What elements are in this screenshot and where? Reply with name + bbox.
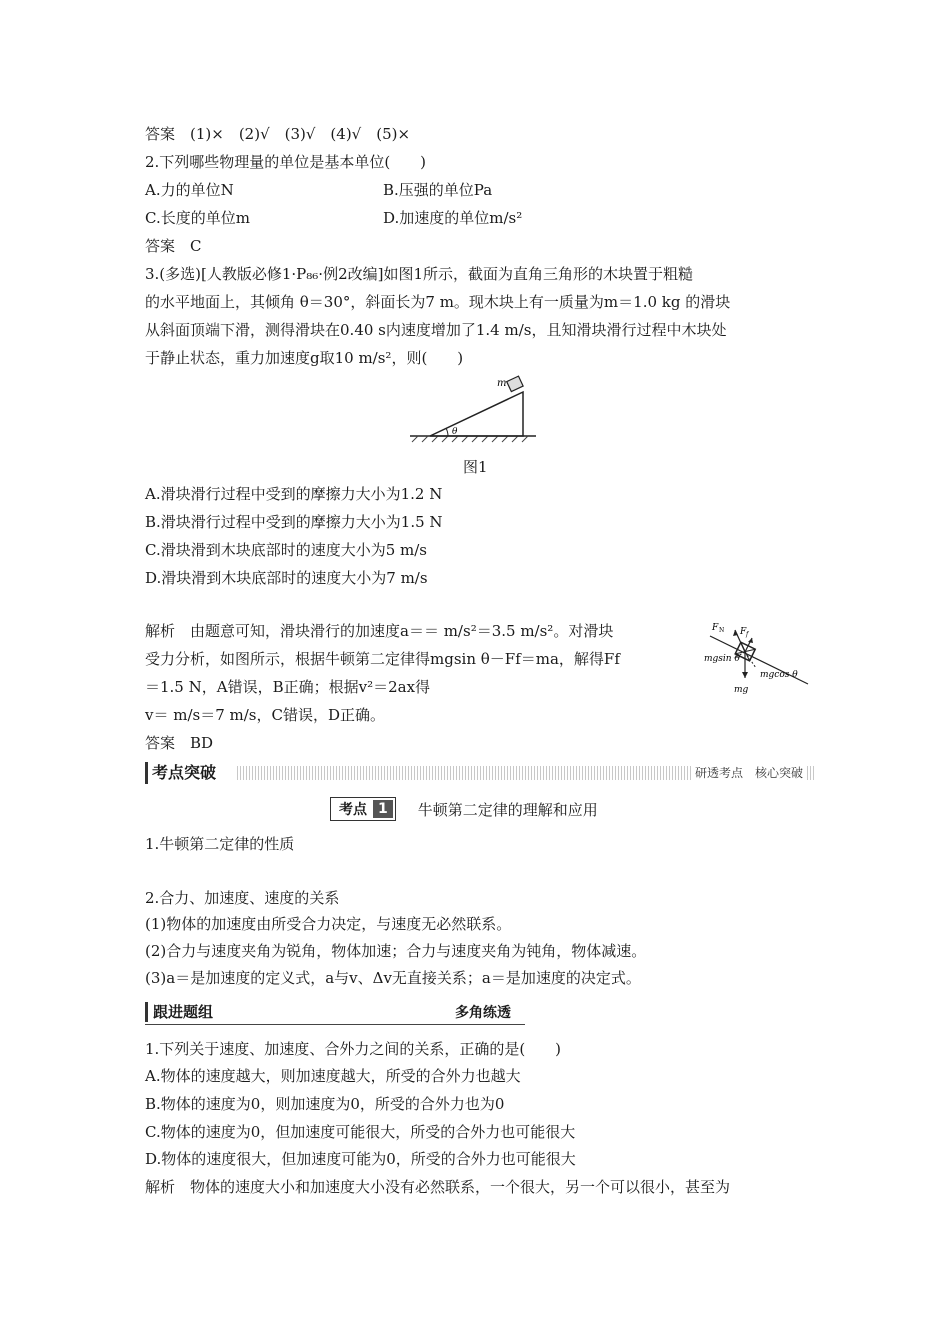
practice-group-header (145, 1002, 525, 1025)
solution-3-line-4: v＝ m/s＝7 m/s，C错误，D正确。 (145, 706, 386, 724)
banner-subtitle: 研透考点 核心突破 (691, 762, 807, 784)
answer-line-2: 答案 C (145, 237, 202, 255)
friction-force-subscript: f (746, 631, 749, 638)
kaodian-number: 1 (373, 800, 393, 818)
normal-force-label: F (712, 623, 719, 633)
exercise-1a: A.物体的速度越大，则加速度越大，所受的合外力也越大 (145, 1067, 521, 1085)
answer-line-3: 答案 BD (145, 734, 214, 752)
solution-3-line-1: 解析 由题意可知，滑块滑行的加速度a＝＝ m/s²＝3.5 m/s²。对滑块 (145, 622, 614, 640)
exercise-1c: C.物体的速度为0，但加速度可能很大，所受的合外力也可能很大 (145, 1123, 576, 1141)
exercise-1d: D.物体的速度很大，但加速度可能为0，所受的合外力也可能很大 (145, 1150, 576, 1168)
friction-force-label: F (740, 627, 747, 637)
option-2b: B.压强的单位Pa (383, 181, 493, 199)
question-3-line-3: 从斜面顶端下滑，测得滑块在0.40 s内速度增加了1.4 m/s，且知滑块滑行过程中木块处 (145, 321, 727, 339)
question-3-line-1: 3.(多选)[人教版必修1·P₈₆·例2改编]如图1所示，截面为直角三角形的木块置于粗糙 (145, 265, 694, 283)
angle-label: θ (452, 427, 458, 437)
kaodian-header (330, 797, 598, 821)
incline-figure (408, 374, 538, 444)
answer-line-1: 答案 (1)× (2)√ (3)√ (4)√ (5)× (145, 125, 411, 143)
solution-3-line-3: ＝1.5 N，A错误，B正确；根据v²＝2ax得 (145, 678, 431, 696)
mgsin-label: mgsin θ (704, 654, 740, 664)
exercise-1: 1.下列关于速度、加速度、合外力之间的关系，正确的是( ) (145, 1040, 562, 1058)
figure-1-caption: 图1 (463, 458, 488, 476)
solution-3-line-2: 受力分析，如图所示，根据牛顿第二定律得mgsin θ－Ff＝ma，解得Ff (145, 650, 620, 668)
force-diagram (700, 616, 815, 696)
option-3c: C.滑块滑到木块底部时的速度大小为5 m/s (145, 541, 427, 559)
point-2: 2.合力、加速度、速度的关系 (145, 889, 340, 907)
option-3b: B.滑块滑行过程中受到的摩擦力大小为1.5 N (145, 513, 443, 531)
kaodian-label: 考点 (339, 802, 367, 818)
mg-label: mg (734, 685, 749, 695)
question-3-line-2: 的水平地面上，其倾角 θ＝30°，斜面长为7 m。现木块上有一质量为m＝1.0 kg 的滑块 (145, 293, 731, 311)
point-1: 1.牛顿第二定律的性质 (145, 835, 295, 853)
banner-title: 考点突破 (145, 762, 222, 784)
exercise-1-solution: 解析 物体的速度大小和加速度大小没有必然联系，一个很大，另一个可以很小，甚至为 (145, 1178, 731, 1196)
exercise-1b: B.物体的速度为0，则加速度为0，所受的合外力也为0 (145, 1095, 505, 1113)
normal-force-subscript: N (719, 627, 725, 634)
option-2a: A.力的单位N (145, 181, 234, 199)
mgcos-label: mgcos θ (760, 670, 798, 680)
kaodian-title: 牛顿第二定律的理解和应用 (417, 800, 598, 819)
option-2d: D.加速度的单位m/s² (383, 209, 523, 227)
mass-label: m (497, 378, 507, 389)
point-2b: (2)合力与速度夹角为锐角，物体加速；合力与速度夹角为钝角，物体减速。 (145, 942, 647, 960)
option-2c: C.长度的单位m (145, 209, 250, 227)
group-subtitle: 多角练透 (455, 1005, 511, 1021)
group-title: 跟进题组 (145, 1002, 213, 1022)
option-3a: A.滑块滑行过程中受到的摩擦力大小为1.2 N (145, 485, 443, 503)
option-3d: D.滑块滑到木块底部时的速度大小为7 m/s (145, 569, 428, 587)
kaodian-badge (330, 797, 396, 821)
point-2c: (3)a＝是加速度的定义式，a与v、Δv无直接关系；a＝是加速度的决定式。 (145, 969, 641, 987)
question-3-line-4: 于静止状态，重力加速度g取10 m/s²，则( ) (145, 349, 464, 367)
section-banner (145, 762, 815, 784)
question-2: 2.下列哪些物理量的单位是基本单位( ) (145, 153, 427, 171)
point-2a: (1)物体的加速度由所受合力决定，与速度无必然联系。 (145, 915, 512, 933)
